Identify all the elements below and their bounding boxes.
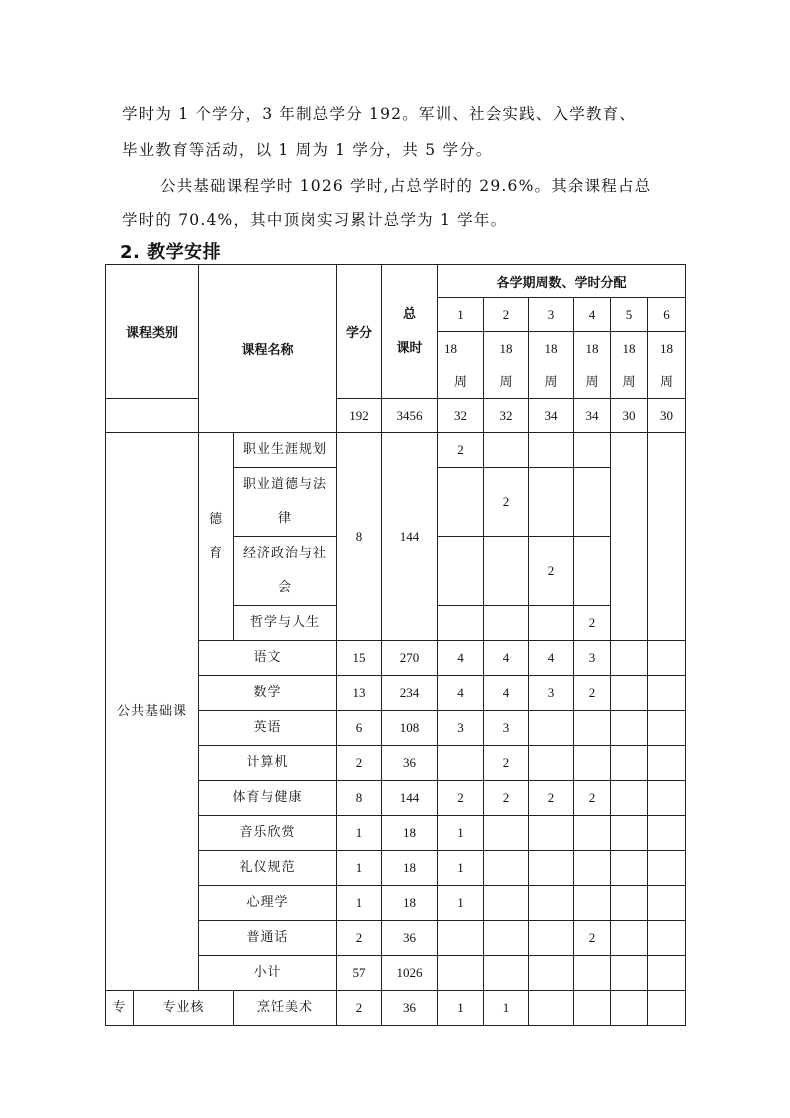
semester-hours: 32 xyxy=(438,399,484,433)
course-name: 计算机 xyxy=(199,746,337,781)
semester-cell xyxy=(484,816,529,851)
semester-cell xyxy=(438,537,484,606)
semester-cell xyxy=(574,746,611,781)
paragraph-line: 学时的 70.4%，其中顶岗实习累计总学为 1 学年。 xyxy=(122,211,508,229)
course-name xyxy=(234,537,337,606)
header-total-hours xyxy=(382,265,438,399)
semester-cell xyxy=(611,746,648,781)
weeks-value: 18 xyxy=(585,341,599,356)
course-name: 哲学与人生 xyxy=(234,606,337,641)
header-category-blank xyxy=(106,399,199,433)
table-row xyxy=(106,433,686,468)
header-weeks xyxy=(574,332,611,399)
semester-cell xyxy=(484,886,529,921)
semester-cell: 4 xyxy=(484,676,529,711)
semester-cell: 1 xyxy=(438,991,484,1026)
semester-hours: 34 xyxy=(574,399,611,433)
header-semester: 3 xyxy=(529,298,574,332)
weeks-unit: 周 xyxy=(499,374,513,389)
course-name: 英语 xyxy=(199,711,337,746)
semester-cell: 2 xyxy=(484,468,529,537)
category-public-basic: 公共基础课 xyxy=(106,433,199,991)
course-hours: 144 xyxy=(382,781,438,816)
paragraph-line: 学时为 1 个学分，3 年制总学分 192。军训、社会实践、入学教育、 xyxy=(122,105,637,123)
semester-cell xyxy=(529,886,574,921)
semester-cell xyxy=(648,956,686,991)
course-hours: 36 xyxy=(382,921,438,956)
header-category: 课程类别 xyxy=(106,265,199,399)
header-weeks xyxy=(529,332,574,399)
course-credits: 1 xyxy=(337,886,382,921)
header-weeks xyxy=(648,332,686,399)
semester-cell xyxy=(438,956,484,991)
subtotal-credits: 57 xyxy=(337,956,382,991)
semester-cell xyxy=(574,816,611,851)
semester-cell xyxy=(529,746,574,781)
semester-cell xyxy=(611,991,648,1026)
weeks-value: 18 xyxy=(660,341,674,356)
moral-hours: 144 xyxy=(382,433,438,641)
semester-cell xyxy=(484,537,529,606)
semester-cell xyxy=(529,956,574,991)
semester-cell xyxy=(574,956,611,991)
semester-cell xyxy=(529,816,574,851)
course-credits: 15 xyxy=(337,641,382,676)
semester-cell xyxy=(648,991,686,1026)
semester-cell: 3 xyxy=(574,641,611,676)
semester-cell: 2 xyxy=(529,537,574,606)
subtotal-label: 小计 xyxy=(199,956,337,991)
semester-cell xyxy=(484,851,529,886)
course-name: 体育与健康 xyxy=(199,781,337,816)
semester-cell xyxy=(611,816,648,851)
header-total-hours-line2: 课时 xyxy=(396,340,423,356)
header-semester: 5 xyxy=(611,298,648,332)
semester-cell xyxy=(648,921,686,956)
header-semester-group: 各学期周数、学时分配 xyxy=(438,265,686,298)
semester-cell: 1 xyxy=(484,991,529,1026)
semester-cell xyxy=(484,606,529,641)
course-name-line2: 会 xyxy=(278,580,293,595)
semester-cell: 2 xyxy=(529,781,574,816)
course-credits: 1 xyxy=(337,851,382,886)
semester-cell-merged xyxy=(611,433,648,641)
header-semester: 2 xyxy=(484,298,529,332)
semester-cell xyxy=(529,468,574,537)
semester-cell: 2 xyxy=(438,781,484,816)
header-weeks xyxy=(484,332,529,399)
semester-cell xyxy=(648,781,686,816)
moral-credits: 8 xyxy=(337,433,382,641)
semester-cell xyxy=(611,711,648,746)
semester-cell: 2 xyxy=(574,676,611,711)
semester-hours: 30 xyxy=(611,399,648,433)
semester-cell xyxy=(611,921,648,956)
course-name: 音乐欣赏 xyxy=(199,816,337,851)
semester-cell: 2 xyxy=(484,781,529,816)
semester-cell xyxy=(648,676,686,711)
semester-cell xyxy=(648,641,686,676)
semester-cell xyxy=(438,606,484,641)
semester-cell xyxy=(484,956,529,991)
course-credits: 13 xyxy=(337,676,382,711)
course-name-line1: 职业道德与法 xyxy=(243,477,328,492)
semester-cell xyxy=(574,991,611,1026)
semester-cell: 3 xyxy=(438,711,484,746)
semester-cell: 1 xyxy=(438,816,484,851)
header-weeks xyxy=(438,332,484,399)
semester-cell xyxy=(648,711,686,746)
semester-cell xyxy=(574,433,611,468)
course-name: 语文 xyxy=(199,641,337,676)
semester-cell: 3 xyxy=(529,676,574,711)
semester-cell xyxy=(648,851,686,886)
semester-cell xyxy=(648,746,686,781)
semester-cell: 4 xyxy=(438,676,484,711)
header-weeks xyxy=(611,332,648,399)
semester-cell: 3 xyxy=(484,711,529,746)
semester-cell: 2 xyxy=(484,746,529,781)
header-total-hours-line1: 总 xyxy=(403,306,417,322)
course-name: 心理学 xyxy=(199,886,337,921)
semester-cell xyxy=(611,956,648,991)
category-professional: 专 xyxy=(106,991,134,1026)
semester-cell xyxy=(611,676,648,711)
moral-group-line2: 育 xyxy=(209,545,224,561)
weeks-unit: 周 xyxy=(585,374,599,389)
header-semester: 6 xyxy=(648,298,686,332)
semester-cell: 4 xyxy=(484,641,529,676)
header-semester: 4 xyxy=(574,298,611,332)
course-hours: 18 xyxy=(382,851,438,886)
semester-cell xyxy=(438,746,484,781)
semester-cell: 1 xyxy=(438,886,484,921)
semester-cell xyxy=(611,781,648,816)
semester-cell: 2 xyxy=(438,433,484,468)
course-name xyxy=(234,468,337,537)
semester-cell xyxy=(529,991,574,1026)
course-credits: 1 xyxy=(337,816,382,851)
semester-cell xyxy=(648,816,686,851)
semester-cell xyxy=(484,433,529,468)
semester-cell: 1 xyxy=(438,851,484,886)
semester-cell xyxy=(574,537,611,606)
course-credits: 2 xyxy=(337,921,382,956)
semester-cell: 4 xyxy=(438,641,484,676)
table-row xyxy=(106,991,686,1026)
course-credits: 2 xyxy=(337,991,382,1026)
semester-cell xyxy=(574,851,611,886)
total-hours: 3456 xyxy=(382,399,438,433)
course-name: 职业生涯规划 xyxy=(234,433,337,468)
weeks-value: 18 xyxy=(622,341,636,356)
course-hours: 108 xyxy=(382,711,438,746)
course-credits: 8 xyxy=(337,781,382,816)
semester-cell xyxy=(529,921,574,956)
subgroup-professional-core: 专业核 xyxy=(134,991,234,1026)
moral-group xyxy=(199,433,234,641)
course-name: 烹饪美术 xyxy=(234,991,337,1026)
weeks-unit: 周 xyxy=(622,374,636,389)
weeks-value: 18 xyxy=(444,341,458,356)
weeks-value: 18 xyxy=(499,341,513,356)
course-hours: 18 xyxy=(382,816,438,851)
semester-cell xyxy=(529,711,574,746)
semester-cell xyxy=(484,921,529,956)
moral-group-line1: 德 xyxy=(209,511,224,527)
semester-cell xyxy=(529,433,574,468)
semester-cell xyxy=(529,606,574,641)
weeks-value: 18 xyxy=(544,341,558,356)
paragraph-line: 毕业教育等活动，以 1 周为 1 学分，共 5 学分。 xyxy=(122,141,493,159)
semester-cell-merged xyxy=(648,433,686,641)
semester-hours: 30 xyxy=(648,399,686,433)
weeks-unit: 周 xyxy=(660,374,674,389)
semester-cell xyxy=(611,886,648,921)
course-hours: 36 xyxy=(382,746,438,781)
section-heading: 2. 教学安排 xyxy=(120,242,222,263)
course-hours: 270 xyxy=(382,641,438,676)
semester-cell: 2 xyxy=(574,781,611,816)
semester-hours: 34 xyxy=(529,399,574,433)
course-hours: 18 xyxy=(382,886,438,921)
semester-cell xyxy=(574,886,611,921)
semester-cell xyxy=(438,468,484,537)
semester-cell: 2 xyxy=(574,606,611,641)
semester-hours: 32 xyxy=(484,399,529,433)
header-course-name: 课程名称 xyxy=(199,265,337,433)
course-name: 普通话 xyxy=(199,921,337,956)
teaching-plan-table xyxy=(105,264,686,1026)
course-name-line1: 经济政治与社 xyxy=(243,546,328,561)
course-name-line2: 律 xyxy=(278,511,293,526)
semester-cell xyxy=(611,641,648,676)
course-credits: 6 xyxy=(337,711,382,746)
semester-cell xyxy=(574,711,611,746)
semester-cell xyxy=(611,851,648,886)
course-name: 礼仪规范 xyxy=(199,851,337,886)
course-name: 数学 xyxy=(199,676,337,711)
course-hours: 234 xyxy=(382,676,438,711)
semester-cell: 2 xyxy=(574,921,611,956)
semester-cell xyxy=(574,468,611,537)
weeks-unit: 周 xyxy=(544,374,558,389)
semester-cell: 4 xyxy=(529,641,574,676)
course-credits: 2 xyxy=(337,746,382,781)
subtotal-hours: 1026 xyxy=(382,956,438,991)
header-credits: 学分 xyxy=(337,265,382,399)
paragraph-line: 公共基础课程学时 1026 学时,占总学时的 29.6%。其余课程占总 xyxy=(160,177,652,195)
semester-cell xyxy=(438,921,484,956)
header-semester: 1 xyxy=(438,298,484,332)
course-hours: 36 xyxy=(382,991,438,1026)
total-credits: 192 xyxy=(337,399,382,433)
weeks-unit: 周 xyxy=(454,374,468,389)
semester-cell xyxy=(529,851,574,886)
semester-cell xyxy=(648,886,686,921)
